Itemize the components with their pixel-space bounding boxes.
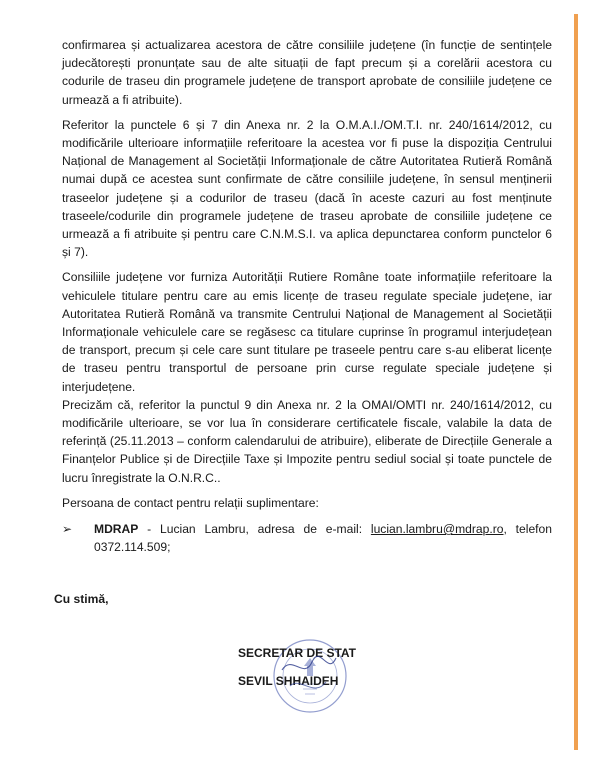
contact-details [94, 520, 552, 556]
paragraph-1: confirmarea și actualizarea acestora de către consiliile județene (în funcție de sentințele judecătorești pronunțate sau de alte situații de fapt precum și a corelării acestora cu codurile de traseu din programele județene de transport aprobate de consiliile județene ce urmează a fi atribuite). [62, 38, 552, 107]
contact-org: MDRAP [94, 522, 139, 537]
paragraph-2: Referitor la punctele 6 și 7 din Anexa nr. 2 la O.M.A.I./OM.T.I. nr. 240/1614/2012, cu modificările ulterioare informațiile referitoare la acestea vor fi puse la dispoziția Centrului Național de Management al Societății Informaționale de către Autoritatea Rutieră Română numai după ce acestea sunt confirmate de către consiliile județene, în sensul menținerii traseelor județene și a codurilor de traseu (dacă în aceste cazuri au fost menținute traseele/codurile din programele județene de traseu aprobate de consiliile județene ce urmează a fi atribuite și pentru care C.N.M.S.I. va aplica depunctarea conform punctelor 6 și 7). [62, 117, 552, 260]
signatory-title: SECRETAR DE STAT [238, 646, 357, 660]
handwritten-signature-icon [230, 636, 380, 726]
contact-item [62, 520, 552, 556]
contact-intro: Persoana de contact pentru relații suplimentare: [62, 495, 319, 510]
paragraph-3: Consiliile județene vor furniza Autorității Rutiere Române toate informațiile referitoare la vehiculele titulare pentru care au emis licențe de traseu regulate speciale județene, iar Autoritatea Rutieră Română va transmite Centrului Național de Management al Societății Informaționale vehiculele care se regăsesc ca titulare cuprinse în programul interjudețean de transport, precum și cele care sunt titulare pe traseele pentru care s-au eliberat licențe de traseu pentru transportul de persoane prin curse regulate speciale județene și interjudețene. [62, 270, 552, 394]
letter-body [62, 36, 552, 556]
contact-phone: , telefon 0372.114.509; [94, 522, 552, 555]
contact-person: - Lucian Lambru, adresa de e-mail: [138, 522, 371, 537]
arrow-bullet-icon: ➢ [62, 522, 73, 537]
signature-block [230, 636, 380, 726]
paragraph-4: Precizăm că, referitor la punctul 9 din Anexa nr. 2 la OMAI/OMTI nr. 240/1614/2012, cu modificările ulterioare, se vor lua în considerare certificatele fiscale, valabile la data de referință (25.11.2013 – conform calendarului de atribuire), eliberate de Direcțiile Generale a Finanțelor Publice și de Direcțiile Taxe și Impozite pentru sediul social și toate punctele de lucru înregistrate la O.N.R.C.. [62, 397, 552, 485]
signatory-name: SEVIL SHHAIDEH [238, 674, 339, 688]
closing-salutation: Cu stimă, [54, 592, 109, 606]
margin-accent-bar [574, 14, 578, 750]
contact-email-link[interactable]: lucian.lambru@mdrap.ro [370, 522, 504, 537]
